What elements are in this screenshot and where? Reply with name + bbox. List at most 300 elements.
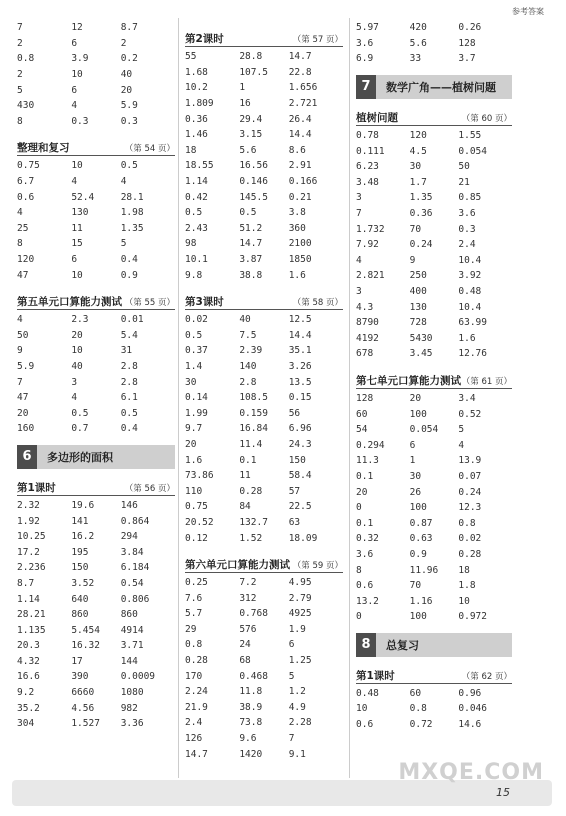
answer-value: 0.01	[120, 314, 144, 326]
answer-value: 0.159	[239, 407, 268, 419]
answer-value: 4.32	[17, 655, 40, 667]
answer-value: 0.9	[120, 269, 138, 281]
answer-value: 60	[356, 408, 368, 420]
answer-value: 1.14	[17, 593, 40, 605]
answer-value: 132.7	[239, 516, 268, 528]
answer-row	[185, 668, 343, 684]
answer-value: 0.5	[185, 329, 203, 341]
answer-row	[356, 500, 512, 516]
answer-value: 73.8	[239, 717, 263, 729]
answer-row	[17, 513, 175, 529]
answer-value: 150	[71, 562, 89, 574]
answer-value: 4.5	[409, 145, 427, 157]
answer-value: 0.1	[356, 517, 374, 529]
answer-value: 1.99	[185, 407, 208, 419]
answer-value: 0.42	[185, 191, 208, 203]
answer-row	[17, 328, 175, 344]
answer-row	[17, 312, 175, 328]
section-heading	[185, 291, 343, 310]
answer-value: 35.1	[288, 345, 312, 357]
answer-value: 1.135	[17, 624, 46, 636]
answer-row	[185, 700, 343, 716]
answer-value: 25	[17, 222, 29, 234]
answer-row	[185, 405, 343, 421]
answer-value: 2.3	[71, 314, 89, 326]
answer-value: 2	[17, 37, 23, 49]
answer-row	[356, 299, 512, 315]
answer-row	[356, 128, 512, 144]
section-page-ref: （第 55 页）	[124, 297, 175, 308]
answer-value: 8	[17, 115, 23, 127]
answer-value: 3	[356, 286, 362, 298]
answer-value: 3.26	[288, 360, 312, 372]
answer-value: 0.972	[458, 611, 487, 623]
answer-row	[17, 638, 175, 654]
answer-value: 0.0009	[120, 671, 156, 683]
answer-row	[17, 421, 175, 437]
answer-row	[185, 374, 343, 390]
answer-row	[356, 237, 512, 253]
answer-value: 13.5	[288, 376, 312, 388]
answer-row	[17, 607, 175, 623]
answer-value: 5	[120, 238, 127, 250]
answer-value: 68	[239, 655, 251, 667]
answer-row	[356, 701, 512, 717]
answer-row	[185, 390, 343, 406]
answer-value: 47	[17, 392, 29, 404]
answer-value: 110	[185, 485, 203, 497]
section-title: 第七单元口算能力测试	[356, 374, 461, 387]
answer-value: 4.56	[71, 702, 95, 714]
answer-value: 20	[185, 438, 197, 450]
answer-value: 12.3	[458, 502, 482, 514]
answer-value: 0.3	[120, 115, 138, 127]
answer-value: 47	[17, 269, 29, 281]
answer-value: 6	[71, 37, 78, 49]
answer-value: 0.48	[356, 687, 379, 699]
answer-value: 58.4	[288, 470, 312, 482]
answer-row	[185, 575, 343, 591]
answer-value: 304	[17, 718, 35, 730]
answer-value: 17	[71, 655, 83, 667]
column-divider	[349, 18, 350, 778]
answer-value: 4	[356, 254, 362, 266]
answer-row	[17, 591, 175, 607]
answer-value: 100	[409, 611, 427, 623]
answer-value: 2.24	[185, 686, 208, 698]
answer-value: 6660	[71, 687, 95, 699]
answer-value: 128	[356, 392, 374, 404]
answer-value: 1.732	[356, 223, 385, 235]
answer-value: 2.8	[239, 376, 257, 388]
answer-value: 0.78	[356, 130, 379, 142]
answer-row	[17, 405, 175, 421]
answer-row	[17, 252, 175, 268]
answer-value: 0.36	[409, 208, 433, 220]
answer-value: 107.5	[239, 66, 268, 78]
answer-value: 5	[458, 424, 465, 436]
answer-value: 1.25	[288, 655, 312, 667]
answer-row	[17, 343, 175, 359]
answer-row	[185, 359, 343, 375]
answer-value: 10.2	[185, 82, 208, 94]
answer-value: 52.4	[71, 191, 95, 203]
answer-value: 6.23	[356, 161, 379, 173]
answer-column-1	[17, 20, 175, 732]
answer-value: 0.12	[185, 532, 208, 544]
answer-value: 130	[71, 207, 89, 219]
answer-row	[17, 36, 175, 52]
unit-title: 总复习	[386, 638, 419, 652]
answer-value: 6.184	[120, 562, 150, 574]
answer-value: 150	[288, 454, 306, 466]
section-page-ref: （第 62 页）	[461, 671, 512, 682]
answer-value: 1.6	[185, 454, 203, 466]
answer-value: 1.7	[409, 176, 427, 188]
answer-value: 250	[409, 270, 427, 282]
answer-value: 982	[120, 702, 138, 714]
answer-row	[185, 65, 343, 81]
answer-column-2	[185, 20, 343, 762]
answer-value: 4.95	[288, 577, 312, 589]
answer-value: 7.5	[239, 329, 257, 341]
section-page-ref: （第 58 页）	[292, 297, 343, 308]
answer-value: 1.9	[288, 623, 306, 635]
answer-value: 30	[409, 161, 422, 173]
answer-value: 678	[356, 348, 374, 360]
answer-row	[356, 159, 512, 175]
answer-value: 1420	[239, 748, 263, 760]
answer-row	[185, 49, 343, 65]
answer-row	[17, 544, 175, 560]
answer-row	[17, 700, 175, 716]
answer-value: 2.4	[185, 717, 203, 729]
answer-value: 4.9	[288, 701, 306, 713]
answer-value: 420	[409, 22, 427, 34]
answer-row	[356, 36, 512, 52]
answer-value: 0.046	[458, 703, 487, 715]
answer-value: 3.45	[409, 348, 433, 360]
answer-row	[356, 206, 512, 222]
section-page-ref: （第 56 页）	[124, 483, 175, 494]
answer-value: 13.2	[356, 595, 379, 607]
answer-value: 160	[17, 423, 35, 435]
answer-value: 0.054	[458, 145, 487, 157]
answer-row	[356, 562, 512, 578]
answer-value: 8	[356, 564, 362, 576]
answer-value: 2.8	[120, 360, 138, 372]
answer-value: 0.87	[409, 517, 433, 529]
answer-value: 0.52	[458, 408, 482, 420]
answer-row	[356, 20, 512, 36]
answer-row	[185, 174, 343, 190]
answer-value: 145.5	[239, 191, 268, 203]
answer-row	[185, 96, 343, 112]
answer-value: 9.1	[288, 748, 306, 760]
answer-value: 1850	[288, 254, 312, 266]
answer-value: 0.28	[458, 548, 482, 560]
answer-value: 21	[458, 176, 470, 188]
answer-value: 860	[120, 609, 138, 621]
answer-row	[17, 390, 175, 406]
answer-value: 3.15	[239, 129, 263, 141]
answer-value: 2	[17, 69, 23, 81]
answer-value: 0.806	[120, 593, 150, 605]
answer-value: 430	[17, 100, 35, 112]
answer-value: 0.8	[17, 53, 35, 65]
answer-value: 20.52	[185, 516, 214, 528]
answer-value: 0.21	[288, 191, 312, 203]
answer-row	[17, 114, 175, 130]
answer-value: 5.9	[120, 100, 138, 112]
answer-value: 1.8	[458, 580, 476, 592]
answer-value: 22.8	[288, 66, 312, 78]
answer-value: 22.5	[288, 501, 312, 513]
answer-value: 26	[409, 486, 422, 498]
answer-value: 38.8	[239, 269, 263, 281]
answer-value: 4	[71, 100, 78, 112]
header-tag: 参考答案	[512, 7, 544, 16]
unit-number: 6	[17, 445, 37, 469]
answer-value: 1.6	[458, 332, 476, 344]
answer-value: 1.55	[458, 130, 482, 142]
answer-value: 0.864	[120, 515, 150, 527]
answer-value: 10.4	[458, 301, 482, 313]
answer-value: 860	[71, 609, 89, 621]
answer-value: 1.98	[120, 207, 144, 219]
answer-value: 2.79	[288, 592, 312, 604]
answer-value: 10	[71, 160, 83, 172]
answer-value: 1.52	[239, 532, 263, 544]
answer-value: 5.7	[185, 608, 203, 620]
answer-value: 1.14	[185, 176, 208, 188]
answer-value: 63.99	[458, 317, 487, 329]
answer-value: 84	[239, 501, 251, 513]
answer-row	[185, 252, 343, 268]
answer-row	[356, 422, 512, 438]
answer-value: 7	[288, 733, 295, 745]
answer-value: 1.6	[288, 269, 306, 281]
answer-value: 1.46	[185, 129, 208, 141]
answer-value: 0.1	[356, 470, 374, 482]
answer-value: 0.5	[239, 207, 257, 219]
answer-value: 144	[120, 655, 138, 667]
answer-value: 40	[120, 69, 133, 81]
answer-value: 195	[71, 546, 89, 558]
section-heading	[185, 28, 343, 47]
answer-row	[356, 578, 512, 594]
answer-value: 2.236	[17, 562, 46, 574]
answer-value: 0.4	[120, 254, 138, 266]
answer-value: 3	[71, 376, 78, 388]
answer-row	[17, 374, 175, 390]
answer-value: 28.1	[120, 191, 144, 203]
answer-row	[356, 331, 512, 347]
answer-value: 3.8	[288, 207, 306, 219]
answer-row	[17, 622, 175, 638]
answer-value: 3.84	[120, 546, 144, 558]
answer-row	[185, 189, 343, 205]
answer-value: 3.6	[356, 37, 374, 49]
answer-row	[185, 328, 343, 344]
answer-row	[356, 547, 512, 563]
answer-value: 11.4	[239, 438, 263, 450]
answer-row	[17, 51, 175, 67]
answer-row	[356, 391, 512, 407]
answer-value: 0.54	[120, 577, 144, 589]
answer-value: 0.36	[185, 113, 208, 125]
answer-value: 0.8	[185, 639, 203, 651]
answer-value: 10	[458, 595, 470, 607]
answer-row	[185, 530, 343, 546]
answer-value: 5.6	[409, 37, 427, 49]
answer-row	[17, 20, 175, 36]
answer-row	[356, 609, 512, 625]
answer-row	[17, 205, 175, 221]
section-heading	[356, 370, 512, 389]
answer-value: 14.7	[288, 51, 312, 63]
answer-row	[17, 669, 175, 685]
answer-row	[185, 499, 343, 515]
answer-row	[17, 236, 175, 252]
answer-value: 4.3	[356, 301, 374, 313]
answer-row	[185, 622, 343, 638]
answer-value: 60	[409, 687, 422, 699]
answer-value: 2.32	[17, 499, 40, 511]
answer-value: 26.4	[288, 113, 312, 125]
answer-value: 18	[458, 564, 470, 576]
answer-value: 5.454	[71, 624, 100, 636]
answer-value: 4	[17, 314, 23, 326]
answer-value: 6.7	[17, 176, 35, 188]
answer-row	[185, 715, 343, 731]
answer-value: 7	[356, 208, 362, 220]
answer-value: 2.721	[288, 98, 318, 110]
answer-value: 20	[71, 329, 83, 341]
answer-value: 4	[458, 439, 465, 451]
answer-row	[356, 469, 512, 485]
answer-value: 0.24	[458, 486, 482, 498]
answer-value: 10	[356, 703, 368, 715]
answer-value: 0.054	[409, 424, 439, 436]
answer-value: 140	[239, 360, 257, 372]
answer-value: 2	[120, 37, 127, 49]
answer-row	[185, 731, 343, 747]
watermark: MXQE.COM	[398, 760, 544, 785]
answer-value: 312	[239, 592, 257, 604]
answer-value: 57	[288, 485, 301, 497]
answer-value: 30	[185, 376, 197, 388]
answer-row	[17, 158, 175, 174]
answer-value: 5	[288, 670, 295, 682]
answer-value: 2.91	[288, 160, 312, 172]
unit-title: 多边形的面积	[47, 450, 113, 464]
answer-value: 0.72	[409, 719, 433, 731]
section-title: 第五单元口算能力测试	[17, 295, 122, 308]
answer-value: 30	[409, 470, 422, 482]
answer-value: 5430	[409, 332, 433, 344]
answer-value: 6	[409, 439, 416, 451]
answer-value: 0.5	[71, 407, 89, 419]
answer-row	[356, 253, 512, 269]
answer-value: 0.7	[71, 423, 89, 435]
answer-value: 640	[71, 593, 89, 605]
answer-value: 3.9	[71, 53, 89, 65]
unit-banner	[17, 445, 175, 469]
section-page-ref: （第 60 页）	[461, 113, 512, 124]
answer-value: 63	[288, 516, 301, 528]
answer-value: 20	[120, 84, 133, 96]
answer-value: 0.37	[185, 345, 208, 357]
answer-value: 4	[120, 176, 127, 188]
answer-row	[356, 221, 512, 237]
answer-value: 3	[356, 192, 362, 204]
answer-value: 56	[288, 407, 301, 419]
answer-value: 1.809	[185, 98, 214, 110]
answer-value: 5.9	[17, 360, 35, 372]
answer-value: 0.111	[356, 145, 385, 157]
answer-value: 10	[71, 345, 83, 357]
answer-value: 0.2	[120, 53, 138, 65]
answer-value: 12.5	[288, 314, 312, 326]
answer-row	[185, 452, 343, 468]
answer-value: 6.9	[356, 53, 374, 65]
answer-value: 50	[17, 329, 29, 341]
answer-value: 0.25	[185, 577, 208, 589]
answer-row	[185, 111, 343, 127]
answer-row	[17, 98, 175, 114]
answer-value: 1.92	[17, 515, 40, 527]
answer-row	[17, 82, 175, 98]
answer-value: 1.656	[288, 82, 318, 94]
answer-row	[356, 175, 512, 191]
answer-value: 120	[409, 130, 427, 142]
answer-value: 100	[409, 502, 427, 514]
answer-value: 0.6	[356, 719, 374, 731]
answer-value: 33	[409, 53, 422, 65]
answer-value: 126	[185, 733, 203, 745]
answer-value: 4	[71, 176, 78, 188]
answer-row	[356, 515, 512, 531]
answer-value: 0.146	[239, 176, 268, 188]
answer-value: 6.1	[120, 392, 138, 404]
answer-value: 3.87	[239, 254, 263, 266]
answer-value: 3.52	[71, 577, 95, 589]
section-title: 第3课时	[185, 295, 224, 308]
answer-value: 50	[458, 161, 470, 173]
answer-value: 0.24	[409, 239, 433, 251]
section-title: 整理和复习	[17, 142, 70, 155]
answer-value: 6	[71, 254, 78, 266]
unit-number: 7	[356, 75, 376, 99]
answer-value: 4	[71, 392, 78, 404]
answer-value: 20.3	[17, 640, 40, 652]
answer-row	[17, 221, 175, 237]
answer-value: 6.96	[288, 423, 312, 435]
answer-value: 8.7	[17, 577, 35, 589]
answer-value: 29	[185, 623, 197, 635]
answer-row	[185, 468, 343, 484]
answer-value: 0.85	[458, 192, 482, 204]
answer-value: 0.5	[120, 407, 138, 419]
answer-value: 4192	[356, 332, 379, 344]
answer-row	[356, 190, 512, 206]
answer-row	[356, 268, 512, 284]
answer-value: 16	[239, 98, 251, 110]
answer-row	[17, 560, 175, 576]
answer-value: 3.71	[120, 640, 144, 652]
answer-value: 15	[71, 238, 83, 250]
